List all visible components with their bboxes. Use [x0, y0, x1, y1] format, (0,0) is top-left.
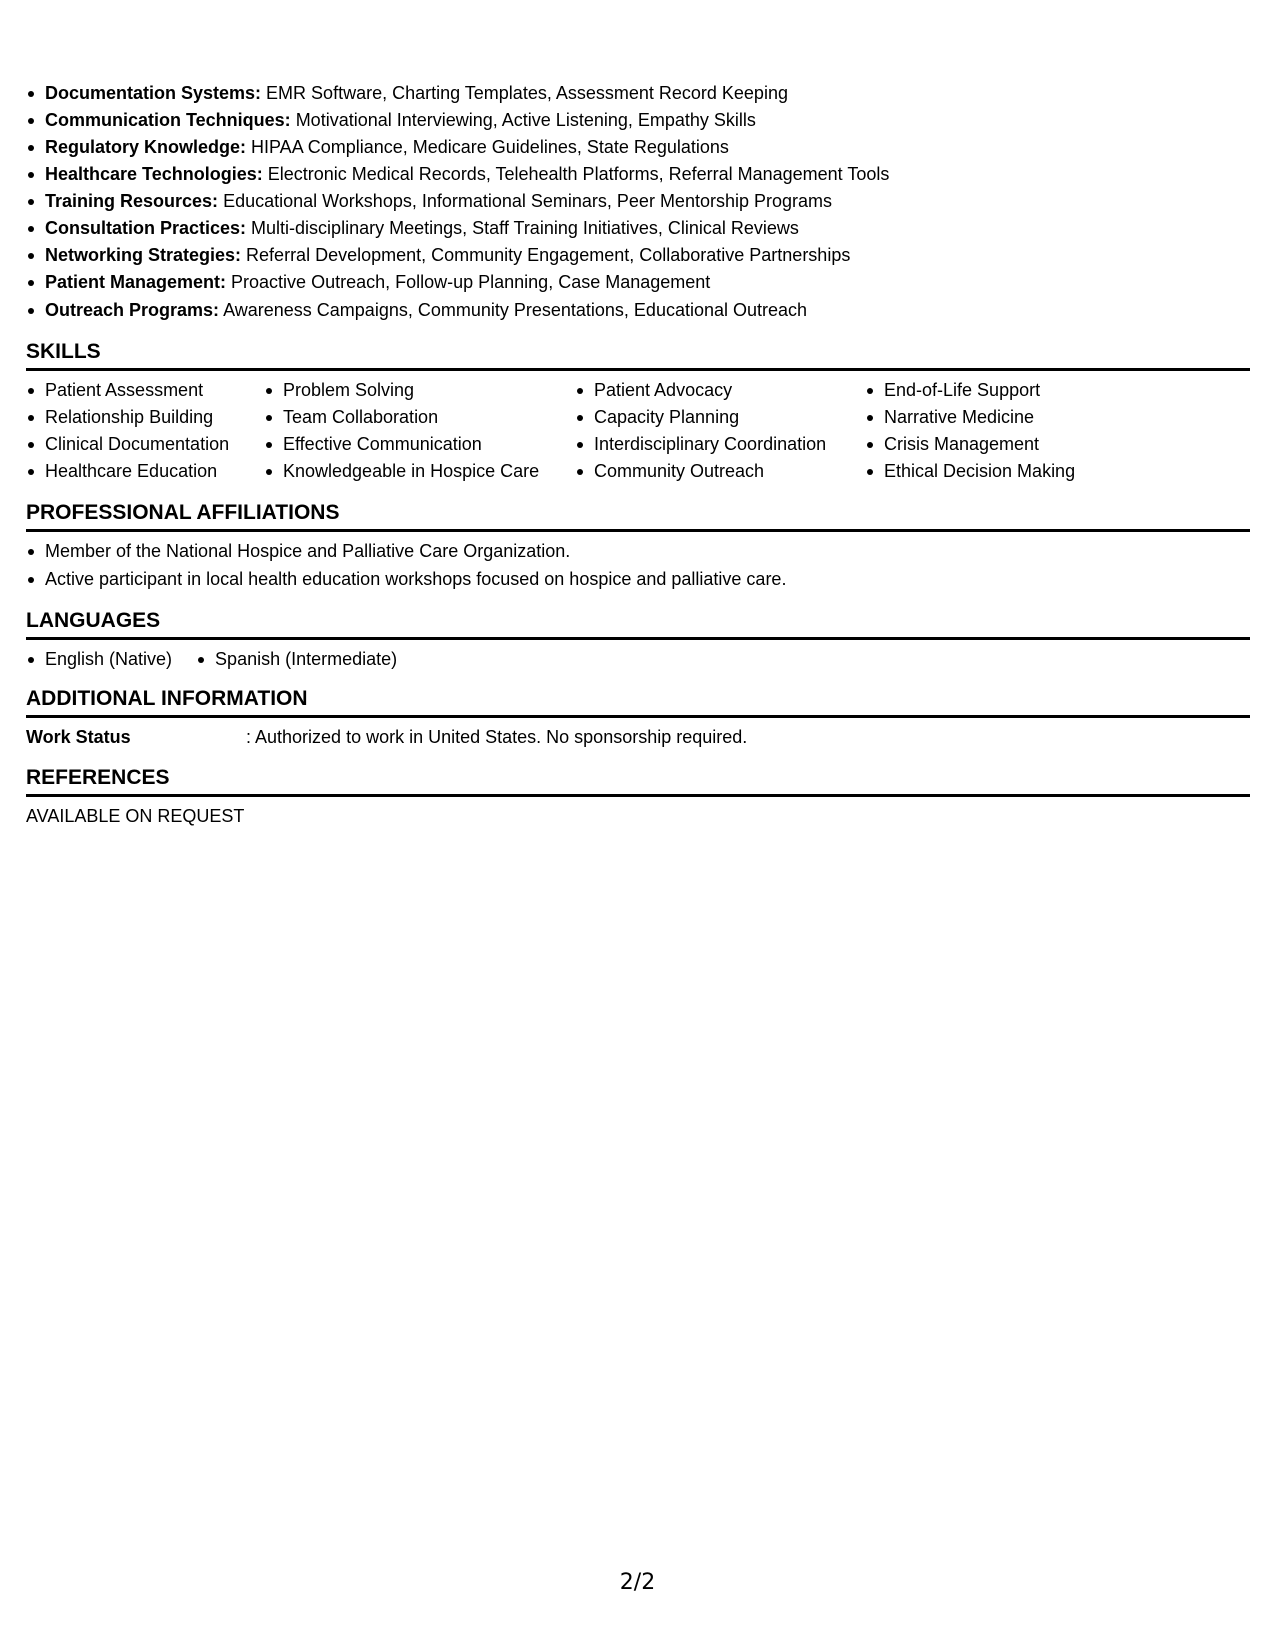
item-value: Awareness Campaigns, Community Presentations, Educational Outreach	[219, 300, 808, 320]
section-divider	[26, 529, 1250, 532]
references-text: AVAILABLE ON REQUEST	[26, 806, 245, 826]
resume-page	[26, 80, 1250, 830]
skills-column	[264, 377, 575, 485]
item-value: EMR Software, Charting Templates, Assessment Record Keeping	[261, 83, 788, 103]
item-key: Communication Techniques:	[45, 110, 291, 130]
section-title: LANGUAGES	[26, 609, 161, 632]
language-item: English (Native)	[26, 646, 172, 673]
skill-item: Clinical Documentation	[26, 431, 264, 458]
skill-item: Team Collaboration	[264, 404, 575, 431]
skills-section	[26, 339, 1250, 485]
section-title: PROFESSIONAL AFFILIATIONS	[26, 501, 340, 524]
item-value: HIPAA Compliance, Medicare Guidelines, State Regulations	[246, 137, 729, 157]
item-key: Networking Strategies:	[45, 245, 242, 265]
item-key: Healthcare Technologies:	[45, 164, 263, 184]
affiliation-item: Active participant in local health education workshops focused on hospice and palliative care.	[26, 566, 1250, 594]
work-status-value: : Authorized to work in United States. No sponsorship required.	[246, 727, 748, 747]
item-key: Outreach Programs:	[45, 300, 220, 320]
list-item	[26, 215, 1250, 242]
skill-item: Capacity Planning	[575, 404, 865, 431]
section-divider	[26, 368, 1250, 371]
skill-item: Community Outreach	[575, 458, 865, 485]
skill-item: Narrative Medicine	[865, 404, 1165, 431]
list-item	[26, 80, 1250, 107]
list-item	[26, 161, 1250, 188]
skill-item: Ethical Decision Making	[865, 458, 1165, 485]
skills-column	[26, 377, 264, 485]
references-section	[26, 765, 1250, 830]
skill-item: Healthcare Education	[26, 458, 264, 485]
list-item	[26, 242, 1250, 269]
work-status-row	[26, 724, 1250, 751]
item-value: Motivational Interviewing, Active Listening, Empathy Skills	[290, 110, 756, 130]
tools-list	[26, 80, 1250, 324]
languages-list	[26, 646, 1250, 673]
additional-information-section	[26, 686, 1250, 751]
skills-column	[575, 377, 865, 485]
section-divider	[26, 637, 1250, 640]
item-value: Multi-disciplinary Meetings, Staff Training Initiatives, Clinical Reviews	[246, 218, 799, 238]
skills-grid	[26, 377, 1250, 485]
skill-item: Knowledgeable in Hospice Care	[264, 458, 575, 485]
item-value: Electronic Medical Records, Telehealth Platforms, Referral Management Tools	[262, 164, 890, 184]
list-item	[26, 107, 1250, 134]
item-key: Training Resources:	[45, 191, 219, 211]
item-key: Consultation Practices:	[45, 218, 247, 238]
section-divider	[26, 715, 1250, 718]
skill-item: Interdisciplinary Coordination	[575, 431, 865, 458]
skill-item: Effective Communication	[264, 431, 575, 458]
skill-item: Patient Advocacy	[575, 377, 865, 404]
item-key: Documentation Systems:	[45, 83, 262, 103]
page-number: 2/2	[619, 1570, 656, 1595]
skill-item: Patient Assessment	[26, 377, 264, 404]
section-title: ADDITIONAL INFORMATION	[26, 687, 308, 710]
item-key: Patient Management:	[45, 272, 227, 292]
list-item	[26, 297, 1250, 324]
item-value: Referral Development, Community Engagement, Collaborative Partnerships	[241, 245, 851, 265]
skill-item: Relationship Building	[26, 404, 264, 431]
work-status-label: Work Status	[26, 727, 131, 747]
skill-item: End-of-Life Support	[865, 377, 1165, 404]
affiliations-section	[26, 500, 1250, 594]
section-divider	[26, 794, 1250, 797]
languages-section	[26, 608, 1250, 673]
section-title: SKILLS	[26, 340, 101, 363]
section-title: REFERENCES	[26, 766, 170, 789]
language-item: Spanish (Intermediate)	[196, 646, 397, 673]
affiliations-list	[26, 538, 1250, 594]
skills-column	[865, 377, 1165, 485]
affiliation-item: Member of the National Hospice and Palliative Care Organization.	[26, 538, 1250, 566]
list-item	[26, 134, 1250, 161]
list-item	[26, 269, 1250, 296]
skill-item: Problem Solving	[264, 377, 575, 404]
item-value: Educational Workshops, Informational Seminars, Peer Mentorship Programs	[218, 191, 833, 211]
item-value: Proactive Outreach, Follow-up Planning, Case Management	[226, 272, 711, 292]
skill-item: Crisis Management	[865, 431, 1165, 458]
list-item	[26, 188, 1250, 215]
item-key: Regulatory Knowledge:	[45, 137, 247, 157]
